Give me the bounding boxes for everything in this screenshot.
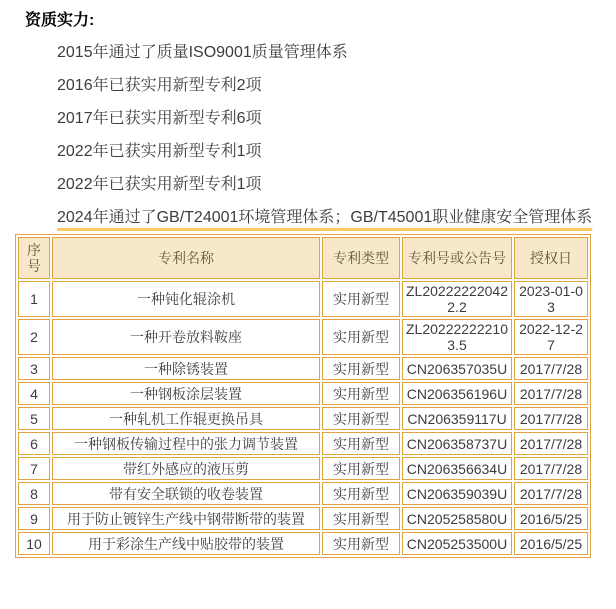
qualification-item: 2022年已获实用新型专利1项 — [57, 143, 262, 160]
column-header: 序号 — [18, 237, 50, 279]
table-cell: ZL202222222103.5 — [402, 319, 512, 355]
table-cell: 1 — [18, 281, 50, 317]
table-cell: 2017/7/28 — [514, 457, 588, 480]
table-row — [18, 382, 588, 405]
table-cell: 2 — [18, 319, 50, 355]
table-cell: 6 — [18, 432, 50, 455]
table-cell: CN206357035U — [402, 357, 512, 380]
patent-table-head — [18, 237, 588, 279]
table-cell: 2022-12-27 — [514, 319, 588, 355]
table-cell: 一种钢板传输过程中的张力调节装置 — [52, 432, 320, 455]
table-cell: 8 — [18, 482, 50, 505]
table-cell: 实用新型 — [322, 382, 400, 405]
table-cell: 用于彩涂生产线中贴胶带的装置 — [52, 532, 320, 555]
table-cell: 带红外感应的液压剪 — [52, 457, 320, 480]
table-cell: 2016/5/25 — [514, 507, 588, 530]
table-cell: 7 — [18, 457, 50, 480]
table-cell: 一种轧机工作辊更换吊具 — [52, 407, 320, 430]
table-row — [18, 457, 588, 480]
table-cell: 10 — [18, 532, 50, 555]
table-cell: 实用新型 — [322, 482, 400, 505]
table-cell: 2017/7/28 — [514, 432, 588, 455]
table-cell: 实用新型 — [322, 319, 400, 355]
table-cell: CN206356634U — [402, 457, 512, 480]
header-row — [18, 237, 588, 279]
table-cell: 9 — [18, 507, 50, 530]
table-cell: CN206356196U — [402, 382, 512, 405]
column-header: 授权日 — [514, 237, 588, 279]
table-cell: 实用新型 — [322, 507, 400, 530]
table-cell: 2017/7/28 — [514, 407, 588, 430]
qualification-item: 2017年已获实用新型专利6项 — [57, 110, 262, 127]
table-cell: 实用新型 — [322, 357, 400, 380]
qualification-item: 2015年通过了质量ISO9001质量管理体系 — [57, 44, 348, 61]
table-cell: CN206358737U — [402, 432, 512, 455]
table-row — [18, 281, 588, 317]
column-header: 专利类型 — [322, 237, 400, 279]
table-row — [18, 482, 588, 505]
table-cell: 实用新型 — [322, 281, 400, 317]
table-cell: 实用新型 — [322, 432, 400, 455]
column-header: 专利名称 — [52, 237, 320, 279]
table-cell: 2017/7/28 — [514, 357, 588, 380]
table-row — [18, 357, 588, 380]
table-row — [18, 319, 588, 355]
patent-table-body — [18, 281, 588, 555]
table-cell: CN205253500U — [402, 532, 512, 555]
table-cell: 5 — [18, 407, 50, 430]
table-cell: 一种开卷放料鞍座 — [52, 319, 320, 355]
table-cell: 2017/7/28 — [514, 482, 588, 505]
table-cell: 实用新型 — [322, 457, 400, 480]
qualification-section — [0, 0, 616, 234]
table-cell: 一种钝化辊涂机 — [52, 281, 320, 317]
table-cell: 2016/5/25 — [514, 532, 588, 555]
qualification-list — [25, 36, 602, 234]
qualification-item: 2022年已获实用新型专利1项 — [57, 176, 262, 193]
table-cell: CN205258580U — [402, 507, 512, 530]
underlined-text: 2024年通过了GB/T24001环境管理体系；GB/T45001职业健康安全管理体系 — [57, 209, 593, 226]
table-row — [18, 432, 588, 455]
table-cell: 2023-01-03 — [514, 281, 588, 317]
patent-table — [15, 234, 591, 558]
table-cell: 实用新型 — [322, 532, 400, 555]
table-cell: 3 — [18, 357, 50, 380]
table-row — [18, 532, 588, 555]
table-cell: 一种除锈装置 — [52, 357, 320, 380]
table-cell: 用于防止镀锌生产线中钢带断带的装置 — [52, 507, 320, 530]
table-row — [18, 407, 588, 430]
section-title: 资质实力: — [25, 12, 95, 29]
qualification-item: 2016年已获实用新型专利2项 — [57, 77, 262, 94]
table-cell: 实用新型 — [322, 407, 400, 430]
table-cell: ZL202222220422.2 — [402, 281, 512, 317]
table-cell: CN206359117U — [402, 407, 512, 430]
table-row — [18, 507, 588, 530]
column-header: 专利号或公告号 — [402, 237, 512, 279]
table-cell: CN206359039U — [402, 482, 512, 505]
qualification-item — [25, 201, 602, 234]
table-cell: 4 — [18, 382, 50, 405]
table-cell: 带有安全联锁的收卷装置 — [52, 482, 320, 505]
table-cell: 一种钢板涂层装置 — [52, 382, 320, 405]
table-cell: 2017/7/28 — [514, 382, 588, 405]
